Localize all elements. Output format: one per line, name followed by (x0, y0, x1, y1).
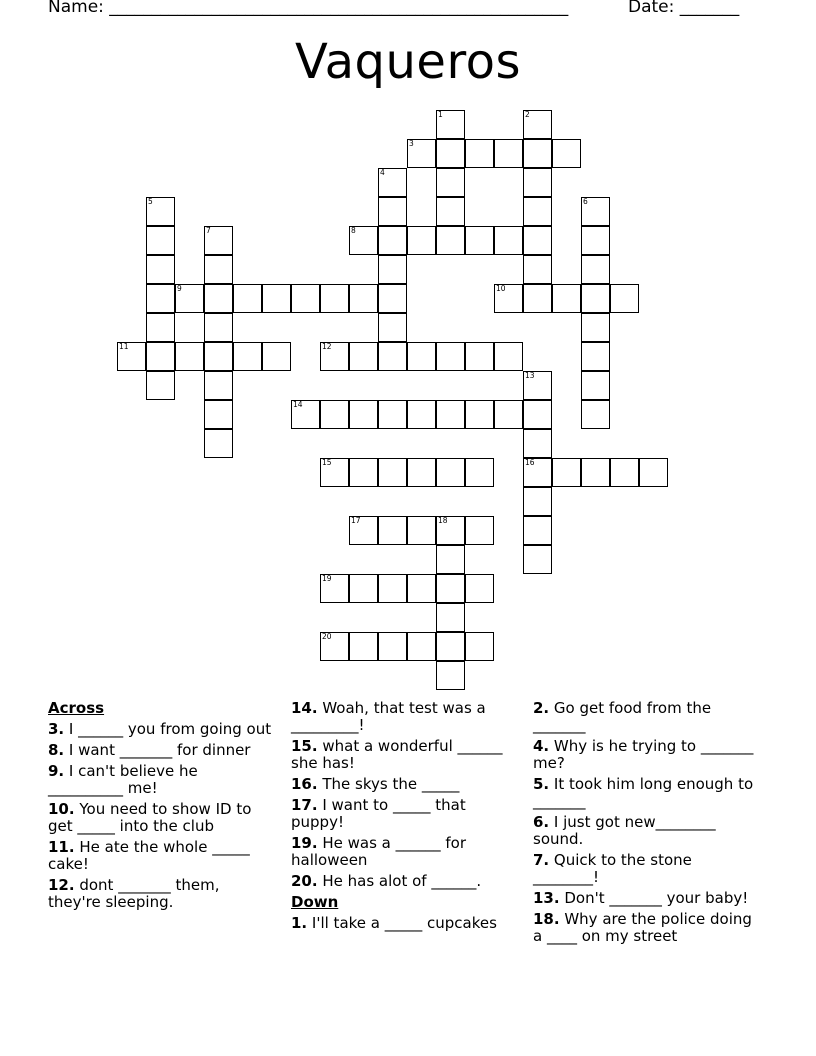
grid-cell[interactable] (436, 226, 465, 255)
grid-cell[interactable] (436, 632, 465, 661)
grid-cell[interactable] (378, 458, 407, 487)
clue-number: 7 (206, 226, 211, 235)
clue-column-3 (533, 700, 761, 949)
clue-number-label: 6. (533, 813, 550, 831)
clue-number: 13 (525, 371, 535, 380)
clue-item (533, 700, 761, 734)
clue-text: I can't believe he __________ me! (48, 762, 198, 797)
grid-cell[interactable] (494, 400, 523, 429)
grid-cell[interactable] (146, 371, 175, 400)
clue-item (48, 801, 276, 835)
grid-cell[interactable] (262, 342, 291, 371)
clue-number-label: 14. (291, 699, 318, 717)
clue-number: 17 (351, 516, 361, 525)
clue-number-label: 10. (48, 800, 75, 818)
grid-cell[interactable] (494, 226, 523, 255)
grid-cell[interactable] (320, 400, 349, 429)
grid-cell[interactable] (349, 284, 378, 313)
grid-cell[interactable] (436, 516, 465, 545)
grid-cell[interactable] (378, 342, 407, 371)
grid-cell[interactable] (146, 284, 175, 313)
clue-item (291, 797, 519, 831)
clue-number-label: 15. (291, 737, 318, 755)
clue-number-label: 13. (533, 889, 560, 907)
grid-cell[interactable] (465, 516, 494, 545)
clue-item (48, 877, 276, 911)
grid-cell[interactable] (465, 226, 494, 255)
grid-cell[interactable] (378, 284, 407, 313)
grid-cell[interactable] (610, 284, 639, 313)
clue-item (291, 915, 519, 932)
clue-number: 10 (496, 284, 506, 293)
grid-cell[interactable] (436, 197, 465, 226)
grid-cell[interactable] (378, 400, 407, 429)
clue-number: 14 (293, 400, 303, 409)
clue-item (291, 700, 519, 734)
clue-column-1 (48, 700, 276, 915)
clue-item (533, 776, 761, 810)
clue-number-label: 5. (533, 775, 550, 793)
clue-number: 2 (525, 110, 530, 119)
clue-column-2 (291, 700, 519, 936)
grid-cell[interactable] (407, 516, 436, 545)
clue-text: I ______ you from going out (64, 720, 272, 738)
clue-text: Why is he trying to _______ me? (533, 737, 754, 772)
grid-cell[interactable] (378, 313, 407, 342)
grid-cell[interactable] (146, 342, 175, 371)
clue-number-label: 17. (291, 796, 318, 814)
grid-cell[interactable] (407, 574, 436, 603)
clue-number-label: 4. (533, 737, 550, 755)
grid-cell[interactable] (262, 284, 291, 313)
grid-cell[interactable] (465, 342, 494, 371)
grid-cell[interactable] (523, 371, 552, 400)
name-date-header (48, 0, 740, 17)
grid-cell[interactable] (320, 458, 349, 487)
grid-cell[interactable] (378, 226, 407, 255)
grid-cell[interactable] (523, 197, 552, 226)
grid-cell[interactable] (581, 313, 610, 342)
grid-cell[interactable] (494, 342, 523, 371)
clue-item (48, 839, 276, 873)
grid-cell[interactable] (291, 400, 320, 429)
clue-number-label: 20. (291, 872, 318, 890)
grid-cell[interactable] (407, 632, 436, 661)
grid-cell[interactable] (175, 342, 204, 371)
grid-cell[interactable] (436, 400, 465, 429)
grid-cell[interactable] (378, 255, 407, 284)
clue-number: 20 (322, 632, 332, 641)
grid-cell[interactable] (523, 168, 552, 197)
clue-item (533, 814, 761, 848)
grid-cell[interactable] (523, 226, 552, 255)
clue-number: 9 (177, 284, 182, 293)
clue-text: You need to show ID to get _____ into the club (48, 800, 252, 835)
grid-cell[interactable] (581, 371, 610, 400)
grid-cell[interactable] (378, 574, 407, 603)
clue-number-label: 9. (48, 762, 65, 780)
grid-cell[interactable] (378, 632, 407, 661)
clue-item (291, 776, 519, 793)
grid-cell[interactable] (204, 284, 233, 313)
grid-cell[interactable] (436, 168, 465, 197)
grid-cell[interactable] (523, 429, 552, 458)
clue-number: 5 (148, 197, 153, 206)
clue-text: Quick to the stone ________! (533, 851, 692, 886)
grid-cell[interactable] (581, 197, 610, 226)
clue-text: Don't _______ your baby! (559, 889, 749, 907)
grid-cell[interactable] (523, 487, 552, 516)
grid-cell[interactable] (320, 574, 349, 603)
grid-cell[interactable] (494, 139, 523, 168)
clue-text: what a wonderful ______ she has! (291, 737, 503, 772)
grid-cell[interactable] (523, 284, 552, 313)
clue-number: 1 (438, 110, 443, 119)
grid-cell[interactable] (552, 458, 581, 487)
grid-cell[interactable] (378, 168, 407, 197)
clue-number-label: 1. (291, 914, 308, 932)
grid-cell[interactable] (175, 284, 204, 313)
grid-cell[interactable] (610, 458, 639, 487)
clue-text: He has alot of ______. (317, 872, 482, 890)
puzzle-title: Vaqueros (295, 34, 521, 90)
grid-cell[interactable] (552, 139, 581, 168)
grid-cell[interactable] (378, 197, 407, 226)
clue-item (533, 911, 761, 945)
clue-number-label: 18. (533, 910, 560, 928)
clue-text: He ate the whole _____ cake! (48, 838, 250, 873)
clue-number-label: 7. (533, 851, 550, 869)
clue-text: Woah, that test was a _________! (291, 699, 486, 734)
clue-number: 6 (583, 197, 588, 206)
grid-cell[interactable] (436, 110, 465, 139)
clue-item (291, 873, 519, 890)
grid-cell[interactable] (349, 226, 378, 255)
grid-cell[interactable] (204, 342, 233, 371)
clue-text: Why are the police doing a ____ on my street (533, 910, 752, 945)
grid-cell[interactable] (581, 342, 610, 371)
down-heading: Down (291, 893, 339, 911)
grid-cell[interactable] (320, 284, 349, 313)
grid-cell[interactable] (407, 226, 436, 255)
grid-cell[interactable] (233, 284, 262, 313)
grid-cell[interactable] (436, 545, 465, 574)
clue-text: The skys the _____ (317, 775, 460, 793)
grid-cell[interactable] (349, 342, 378, 371)
grid-cell[interactable] (146, 255, 175, 284)
clue-number: 19 (322, 574, 332, 583)
clue-item (291, 738, 519, 772)
clue-number-label: 8. (48, 741, 65, 759)
grid-cell[interactable] (349, 458, 378, 487)
grid-cell[interactable] (494, 284, 523, 313)
grid-cell[interactable] (436, 139, 465, 168)
grid-cell[interactable] (581, 458, 610, 487)
clue-text: He was a ______ for halloween (291, 834, 467, 869)
clue-text: I'll take a _____ cupcakes (307, 914, 497, 932)
clue-number-label: 12. (48, 876, 75, 894)
grid-cell[interactable] (436, 603, 465, 632)
date-line: Date: _______ (628, 0, 740, 17)
grid-cell[interactable] (204, 429, 233, 458)
grid-cell[interactable] (233, 342, 262, 371)
grid-cell[interactable] (523, 516, 552, 545)
grid-cell[interactable] (349, 400, 378, 429)
clue-number-label: 11. (48, 838, 75, 856)
grid-cell[interactable] (436, 661, 465, 690)
clue-number: 11 (119, 342, 129, 351)
grid-cell[interactable] (436, 342, 465, 371)
clue-text: I just got new________ sound. (533, 813, 716, 848)
grid-cell[interactable] (552, 284, 581, 313)
grid-cell[interactable] (523, 110, 552, 139)
clue-number: 16 (525, 458, 535, 467)
grid-cell[interactable] (465, 632, 494, 661)
clue-number: 8 (351, 226, 356, 235)
clue-text: dont _______ them, they're sleeping. (48, 876, 220, 911)
clue-number: 3 (409, 139, 414, 148)
clue-text: Go get food from the _______ (533, 699, 712, 734)
grid-cell[interactable] (204, 226, 233, 255)
grid-cell[interactable] (581, 255, 610, 284)
grid-cell[interactable] (204, 371, 233, 400)
grid-cell[interactable] (581, 400, 610, 429)
grid-cell[interactable] (204, 255, 233, 284)
clue-number: 18 (438, 516, 448, 525)
grid-cell[interactable] (523, 545, 552, 574)
grid-cell[interactable] (436, 458, 465, 487)
grid-cell[interactable] (320, 632, 349, 661)
grid-cell[interactable] (378, 516, 407, 545)
grid-cell[interactable] (349, 632, 378, 661)
clue-number: 4 (380, 168, 385, 177)
grid-cell[interactable] (465, 574, 494, 603)
grid-cell[interactable] (465, 139, 494, 168)
grid-cell[interactable] (407, 458, 436, 487)
grid-cell[interactable] (639, 458, 668, 487)
clue-item (533, 738, 761, 772)
grid-cell[interactable] (581, 284, 610, 313)
grid-cell[interactable] (407, 400, 436, 429)
across-heading: Across (48, 699, 105, 717)
clue-item (48, 763, 276, 797)
clue-item (533, 890, 761, 907)
grid-cell[interactable] (523, 458, 552, 487)
clue-item (48, 742, 276, 759)
grid-cell[interactable] (146, 226, 175, 255)
grid-cell[interactable] (291, 284, 320, 313)
grid-cell[interactable] (523, 400, 552, 429)
clue-item (48, 721, 276, 738)
grid-cell[interactable] (581, 226, 610, 255)
grid-cell[interactable] (407, 139, 436, 168)
clue-number-label: 3. (48, 720, 65, 738)
grid-cell[interactable] (407, 342, 436, 371)
grid-cell[interactable] (117, 342, 146, 371)
grid-cell[interactable] (349, 574, 378, 603)
grid-cell[interactable] (436, 574, 465, 603)
clue-number-label: 16. (291, 775, 318, 793)
grid-cell[interactable] (146, 197, 175, 226)
name-line: Name: ______________________________________________________ (48, 0, 569, 17)
clue-number: 15 (322, 458, 332, 467)
clue-number: 12 (322, 342, 332, 351)
clue-text: I want to _____ that puppy! (291, 796, 466, 831)
grid-cell[interactable] (320, 342, 349, 371)
clue-item (533, 852, 761, 886)
grid-cell[interactable] (204, 313, 233, 342)
clue-number-label: 2. (533, 699, 550, 717)
grid-cell[interactable] (349, 516, 378, 545)
clue-item (291, 835, 519, 869)
grid-cell[interactable] (204, 400, 233, 429)
clue-text: It took him long enough to _______ (533, 775, 754, 810)
grid-cell[interactable] (146, 313, 175, 342)
grid-cell[interactable] (465, 400, 494, 429)
clue-text: I want _______ for dinner (64, 741, 251, 759)
grid-cell[interactable] (523, 255, 552, 284)
grid-cell[interactable] (523, 139, 552, 168)
clue-number-label: 19. (291, 834, 318, 852)
grid-cell[interactable] (465, 458, 494, 487)
